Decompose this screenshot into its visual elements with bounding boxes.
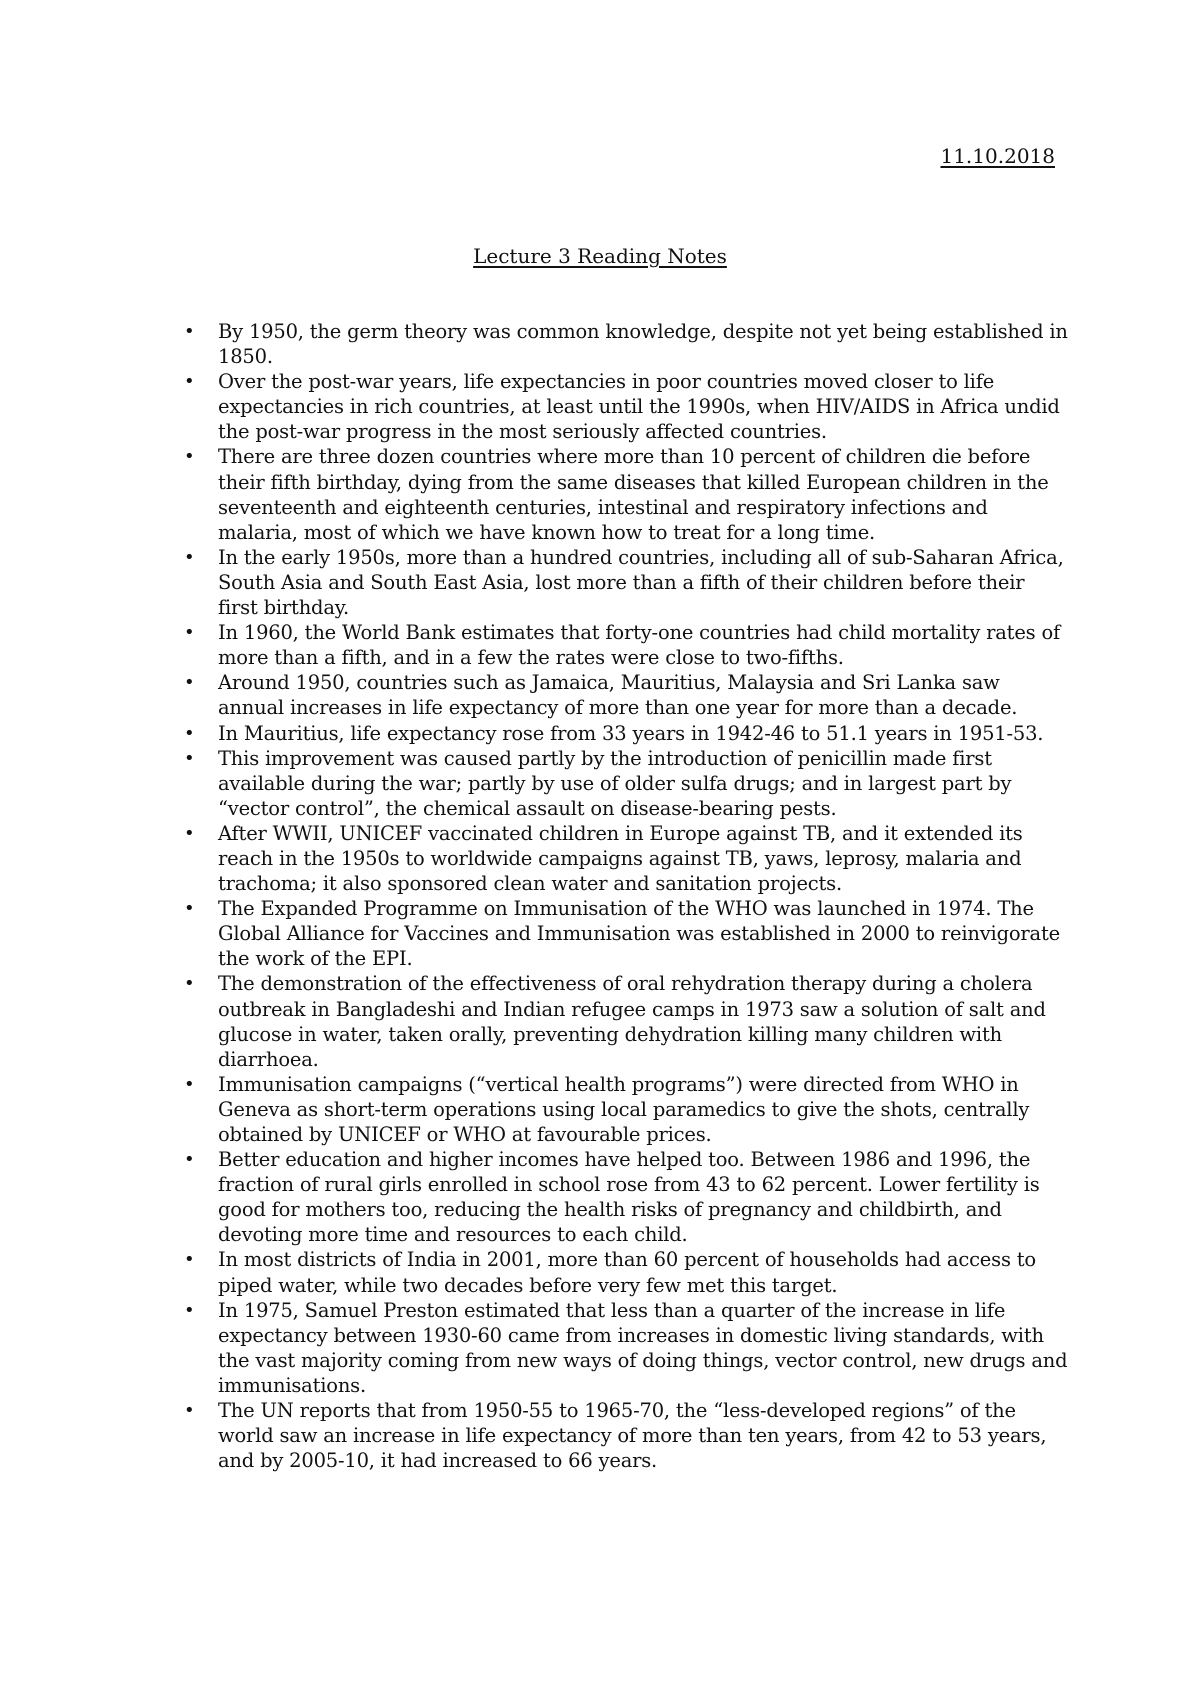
- note-bullet: • The Expanded Programme on Immunisation of the WHO was launched in 1974. The Global Alliance for Vaccines and Immunisation was established in 2000 to reinvigorate the work of the EPI.: [218, 896, 1068, 971]
- note-bullet: • In Mauritius, life expectancy rose from 33 years in 1942-46 to 51.1 years in 1951-53.: [218, 721, 1068, 746]
- note-bullet: • In most districts of India in 2001, more than 60 percent of households had access to piped water, while two decades before very few met this target.: [218, 1247, 1068, 1297]
- note-bullet: • There are three dozen countries where more than 10 percent of children die before their fifth birthday, dying from the same diseases that killed European children in the seventeenth and eighteenth centuries, intestinal and respiratory infections and malaria, most of which we have known how to treat for a long time.: [218, 444, 1068, 544]
- note-bullet: • In 1975, Samuel Preston estimated that less than a quarter of the increase in life expectancy between 1930-60 came from increases in domestic living standards, with the vast majority coming from new ways of doing things, vector control, new drugs and immunisations.: [218, 1298, 1068, 1398]
- note-bullet: • Immunisation campaigns (“vertical health programs”) were directed from WHO in Geneva as short-term operations using local paramedics to give the shots, centrally obtained by UNICEF or WHO at favourable prices.: [218, 1072, 1068, 1147]
- note-bullet: • The demonstration of the effectiveness of oral rehydration therapy during a cholera outbreak in Bangladeshi and Indian refugee camps in 1973 saw a solution of salt and glucose in water, taken orally, preventing dehydration killing many children with diarrhoea.: [218, 971, 1068, 1071]
- note-bullet: • In the early 1950s, more than a hundred countries, including all of sub-Saharan Africa, South Asia and South East Asia, lost more than a fifth of their children before their first birthday.: [218, 545, 1068, 620]
- note-bullet: • After WWII, UNICEF vaccinated children in Europe against TB, and it extended its reach in the 1950s to worldwide campaigns against TB, yaws, leprosy, malaria and trachoma; it also sponsored clean water and sanitation projects.: [218, 821, 1068, 896]
- document-title: Lecture 3 Reading Notes: [473, 244, 727, 268]
- note-bullet: • By 1950, the germ theory was common knowledge, despite not yet being established in 1850.: [218, 319, 1068, 369]
- note-bullet: • Over the post-war years, life expectancies in poor countries moved closer to life expectancies in rich countries, at least until the 1990s, when HIV/AIDS in Africa undid the post-war progress in the most seriously affected countries.: [218, 369, 1068, 444]
- note-bullet: • Around 1950, countries such as Jamaica, Mauritius, Malaysia and Sri Lanka saw annual increases in life expectancy of more than one year for more than a decade.: [218, 670, 1068, 720]
- note-bullet: • The UN reports that from 1950-55 to 1965-70, the “less-developed regions” of the world saw an increase in life expectancy of more than ten years, from 42 to 53 years, and by 2005-10, it had increased to 66 years.: [218, 1398, 1068, 1473]
- note-bullet: • Better education and higher incomes have helped too. Between 1986 and 1996, the fraction of rural girls enrolled in school rose from 43 to 62 percent. Lower fertility is good for mothers too, reducing the health risks of pregnancy and childbirth, and devoting more time and resources to each child.: [218, 1147, 1068, 1247]
- note-bullet: • In 1960, the World Bank estimates that forty-one countries had child mortality rates of more than a fifth, and in a few the rates were close to two-fifths.: [218, 620, 1068, 670]
- document-date: 11.10.2018: [940, 144, 1055, 168]
- note-bullet: • This improvement was caused partly by the introduction of penicillin made first available during the war; partly by use of older sulfa drugs; and in largest part by “vector control”, the chemical assault on disease-bearing pests.: [218, 746, 1068, 821]
- reading-notes-list: [218, 319, 1068, 1473]
